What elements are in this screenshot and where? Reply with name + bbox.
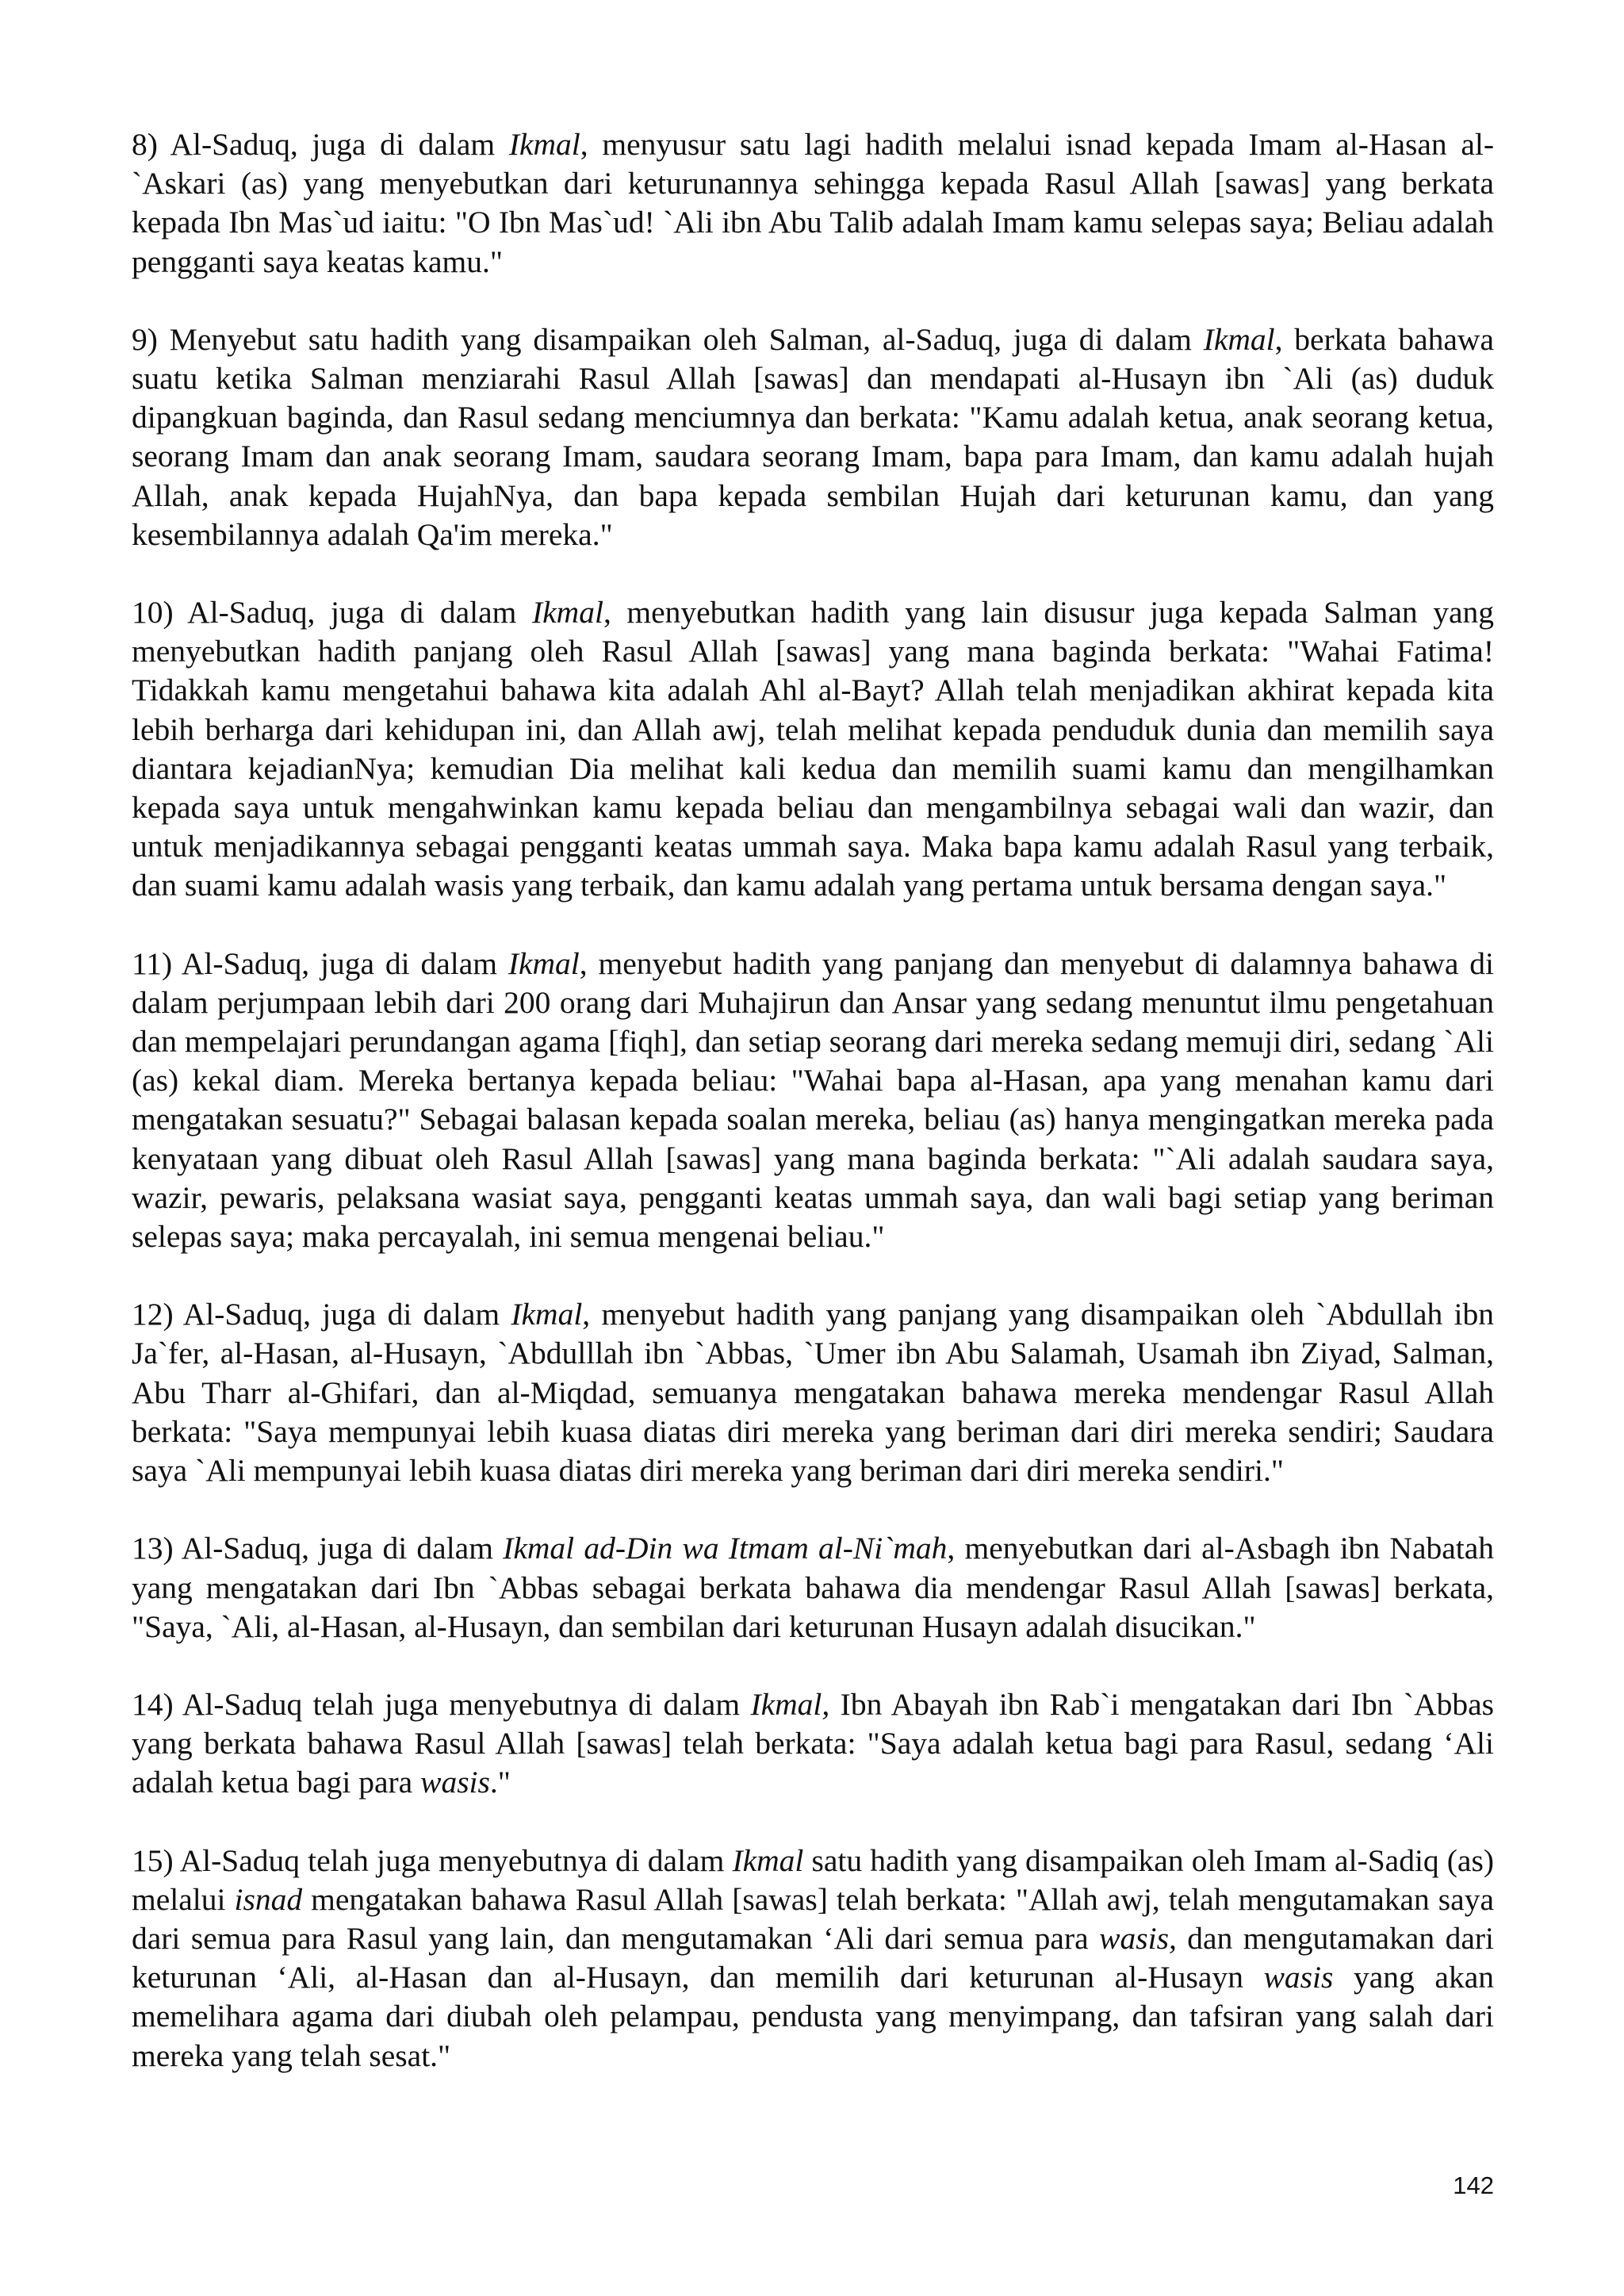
- italic-text-run: isnad: [234, 1881, 303, 1917]
- paragraph-9: [132, 320, 1494, 554]
- paragraph-13: [132, 1529, 1494, 1646]
- italic-text-run: Ikmal: [508, 127, 580, 162]
- text-run: , berkata bahawa suatu ketika Salman menziarahi Rasul Allah [sawas] dan mendapati al-Husayn ibn `Ali (as) duduk dipangkuan baginda, dan Rasul sedang menciumnya dan berkata: "Kamu adalah ketua, anak seorang ketua, seorang Imam dan anak seorang Imam, saudara seorang Imam, bapa para Imam, dan kamu adalah hujah Allah, anak kepada HujahNya, dan bapa kepada sembilan Hujah dari keturunan kamu, dan yang kesembilannya adalah Qa'im mereka.": [132, 321, 1494, 552]
- text-run: , menyebut hadith yang panjang yang disampaikan oleh `Abdullah ibn Ja`fer, al-Hasan, al-Husayn, `Abdulllah ibn `Abbas, `Umer ibn Abu Salamah, Usamah ibn Ziyad, Salman, Abu Tharr al-Ghifari, dan al-Miqdad, semuanya mengatakan bahawa mereka mendengar Rasul Allah berkata: "Saya mempunyai lebih kuasa diatas diri mereka yang beriman dari diri mereka sendiri; Saudara saya `Ali mempunyai lebih kuasa diatas diri mereka yang beriman dari diri mereka sendiri.": [132, 1297, 1494, 1489]
- text-run: 14) Al-Saduq telah juga menyebutnya di dalam: [132, 1686, 751, 1722]
- paragraph-11: [132, 945, 1494, 1257]
- text-run: yang akan memelihara agama dari diubah oleh pelampau, pendusta yang menyimpang, dan tafsiran yang salah dari mereka yang telah sesat.": [132, 1960, 1494, 2073]
- text-run: 15) Al-Saduq telah juga menyebutnya di dalam: [132, 1842, 733, 1878]
- paragraph-10: [132, 593, 1494, 906]
- paragraph-8: [132, 125, 1494, 282]
- text-run: satu hadith yang disampaikan oleh Imam al-Sadiq (as) melalui: [132, 1842, 1494, 1917]
- text-run: 8) Al-Saduq, juga di dalam: [132, 127, 509, 162]
- text-run: , menyebutkan hadith yang lain disusur juga kepada Salman yang menyebutkan hadith panjang oleh Rasul Allah [sawas] yang mana baginda berkata: "Wahai Fatima! Tidakkah kamu mengetahui bahawa kita adalah Ahl al-Bayt? Allah telah menjadikan akhirat kepada kita lebih berharga dari kehidupan ini, dan Allah awj, telah melihat kepada penduduk dunia dan memilih saya diantara kejadianNya; kemudian Dia melihat kali kedua dan memilih suami kamu dan mengilhamkan kepada saya untuk mengahwinkan kamu kepada beliau dan mengambilnya sebagai wali dan wazir, dan untuk menjadikannya sebagai pengganti keatas ummah saya. Maka bapa kamu adalah Rasul yang terbaik, dan suami kamu adalah wasis yang terbaik, dan kamu adalah yang pertama untuk bersama dengan saya.": [132, 595, 1494, 903]
- text-run: .": [489, 1765, 511, 1800]
- italic-text-run: Ikmal,: [750, 1686, 830, 1722]
- italic-text-run: Ikmal: [1203, 321, 1275, 357]
- page-body-text: [132, 125, 1494, 2114]
- text-run: dan mengutamakan dari keturunan ‘Ali, al-Hasan dan al-Husayn, dan memilih dari keturunan al-Husayn: [132, 1920, 1494, 1995]
- text-run: , menyusur satu lagi hadith melalui isnad kepada Imam al-Hasan al-`Askari (as) yang menyebutkan dari keturunannya sehingga kepada Rasul Allah [sawas] yang berkata kepada Ibn Mas`ud iaitu: "O Ibn Mas`ud! `Ali ibn Abu Talib adalah Imam kamu selepas saya; Beliau adalah pengganti saya keatas kamu.": [132, 127, 1494, 279]
- paragraph-14: [132, 1685, 1494, 1803]
- page-number: 142: [1453, 2171, 1494, 2199]
- text-run: 10) Al-Saduq, juga di dalam: [132, 595, 532, 631]
- text-run: , menyebut hadith yang panjang dan menyebut di dalamnya bahawa di dalam perjumpaan lebih dari 200 orang dari Muhajirun dan Ansar yang sedang menuntut ilmu pengetahuan dan mempelajari perundangan agama [fiqh], dan setiap seorang dari mereka sedang memuji diri, sedang `Ali (as) kekal diam. Mereka bertanya kepada beliau: "Wahai bapa al-Hasan, apa yang menahan kamu dari mengatakan sesuatu?" Sebagai balasan kepada soalan mereka, beliau (as) hanya mengingatkan mereka pada kenyataan yang dibuat oleh Rasul Allah [sawas] yang mana baginda berkata: "`Ali adalah saudara saya, wazir, pewaris, pelaksana wasiat saya, pengganti keatas ummah saya, dan wali bagi setiap yang beriman selepas saya; maka percayalah, ini semua mengenai beliau.": [132, 945, 1494, 1255]
- text-run: 11) Al-Saduq, juga di dalam: [132, 945, 508, 981]
- paragraph-12: [132, 1295, 1494, 1490]
- italic-text-run: wasis,: [1099, 1920, 1177, 1956]
- text-run: , menyebutkan dari al-Asbagh ibn Nabatah yang mengatakan dari Ibn `Abbas sebagai berkata bahawa dia mendengar Rasul Allah [sawas] berkata, "Saya, `Ali, al-Hasan, al-Husayn, dan sembilan dari keturunan Husayn adalah disucikan.": [132, 1531, 1495, 1644]
- italic-text-run: Ikmal ad-Din wa Itmam al-Ni`mah: [503, 1531, 948, 1566]
- italic-text-run: Ikmal: [511, 1297, 583, 1332]
- italic-text-run: wasis: [420, 1765, 490, 1800]
- text-run: 13) Al-Saduq, juga di dalam: [132, 1531, 504, 1566]
- italic-text-run: Ikmal: [508, 945, 580, 981]
- text-run: 9) Menyebut satu hadith yang disampaikan oleh Salman, al-Saduq, juga di dalam: [132, 321, 1204, 357]
- text-run: mengatakan bahawa Rasul Allah [sawas] telah berkata: "Allah awj, telah mengutamakan saya dari semua para Rasul yang lain, dan mengutamakan ‘Ali dari semua para: [132, 1881, 1494, 1956]
- italic-text-run: wasis: [1263, 1960, 1334, 1995]
- text-run: 12) Al-Saduq, juga di dalam: [132, 1297, 511, 1332]
- text-run: Ibn Abayah ibn Rab`i mengatakan dari Ibn `Abbas yang berkata bahawa Rasul Allah [sawas] telah berkata: "Saya adalah ketua bagi para Rasul, sedang ‘Ali adalah ketua bagi para: [132, 1686, 1494, 1800]
- paragraph-15: [132, 1842, 1494, 2076]
- italic-text-run: Ikmal: [532, 595, 603, 631]
- italic-text-run: Ikmal: [732, 1842, 804, 1878]
